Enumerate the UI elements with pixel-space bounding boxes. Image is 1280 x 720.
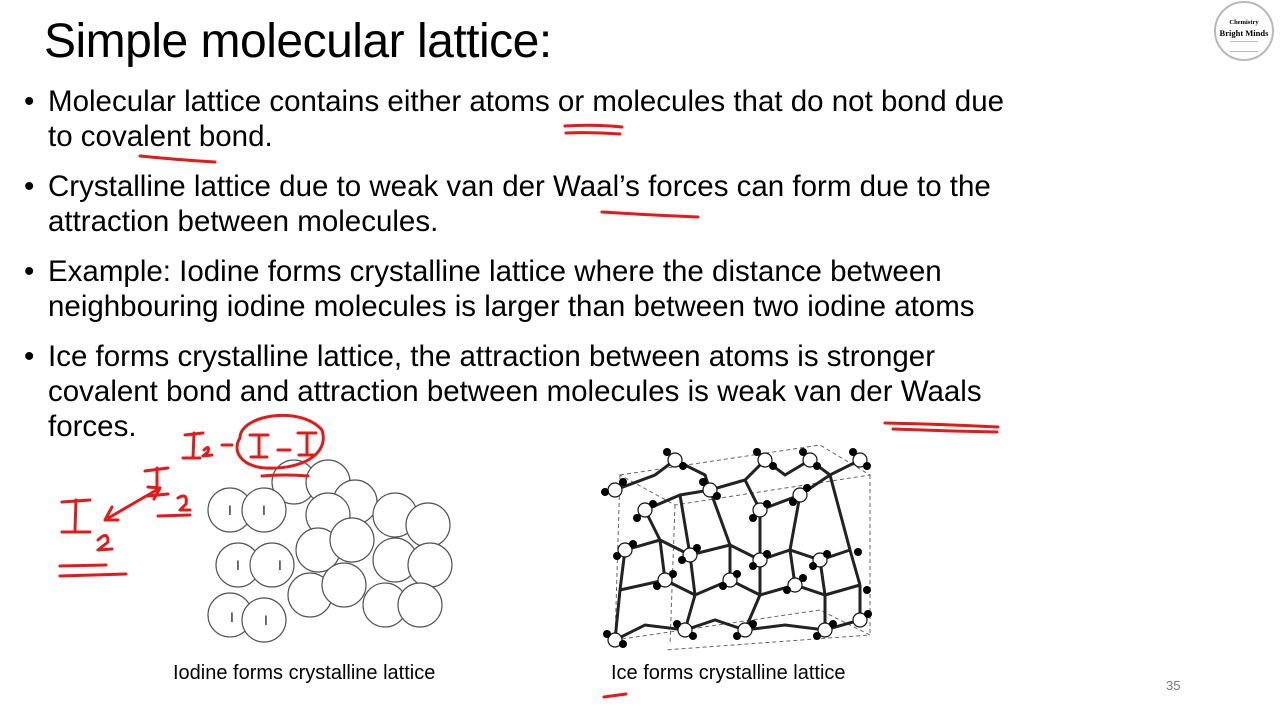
- bullet-dot: •: [24, 85, 35, 118]
- bullet-dot: •: [24, 255, 35, 288]
- iodine-atom-label: I: [278, 557, 282, 573]
- bullet-item: [22, 254, 1222, 324]
- slide-number: 35: [1166, 678, 1181, 693]
- bullet-text-line: attraction between molecules.: [48, 205, 439, 238]
- bullet-list: [22, 84, 1222, 459]
- bullet-text-line: Crystalline lattice due to weak van der Waal’s forces can form due to the: [48, 170, 991, 203]
- handwritten-i2-left: [60, 500, 126, 576]
- logo-text-line1: Chemistry: [1229, 19, 1259, 26]
- bullet-dot: •: [24, 170, 35, 203]
- bullet-dot: •: [24, 340, 35, 373]
- logo-fine-print: [1230, 41, 1258, 52]
- ice-lattice-figure: [585, 430, 885, 650]
- channel-logo: [1214, 1, 1274, 61]
- logo-text-line2: Bright Minds: [1219, 28, 1269, 38]
- bullet-text-line: Ice forms crystalline lattice, the attraction between atoms is stronger: [48, 340, 936, 373]
- bullet-text-line: covalent bond and attraction between molecules is weak van der Waals: [48, 375, 982, 408]
- slide-title: Simple molecular lattice:: [44, 15, 552, 68]
- bullet-text-line: neighbouring iodine molecules is larger than between two iodine atoms: [48, 290, 975, 323]
- iodine-atom-label: I: [228, 502, 232, 518]
- bullet-text-line: Molecular lattice contains either atoms or molecules that do not bond due: [48, 85, 1005, 118]
- distance-arrow: [105, 487, 160, 520]
- bullet-text-line: forces.: [48, 410, 137, 443]
- iodine-lattice-caption: Iodine forms crystalline lattice: [173, 662, 436, 684]
- bullet-item: [22, 84, 1222, 154]
- bullet-item: [22, 339, 1222, 444]
- bullet-item: [22, 169, 1222, 239]
- iodine-atom-label: I: [236, 557, 240, 573]
- iodine-lattice-figure: [200, 455, 460, 655]
- caption-tick: [604, 694, 626, 697]
- ice-lattice-caption: Ice forms crystalline lattice: [611, 662, 846, 684]
- iodine-atom-label: I: [262, 502, 266, 518]
- bullet-text-line: to covalent bond.: [48, 120, 273, 153]
- bullet-text-line: Example: Iodine forms crystalline lattice where the distance between: [48, 255, 942, 288]
- iodine-atom-label: I: [264, 612, 268, 628]
- handwritten-i2-right: [145, 468, 190, 516]
- iodine-atom-label: I: [230, 609, 234, 625]
